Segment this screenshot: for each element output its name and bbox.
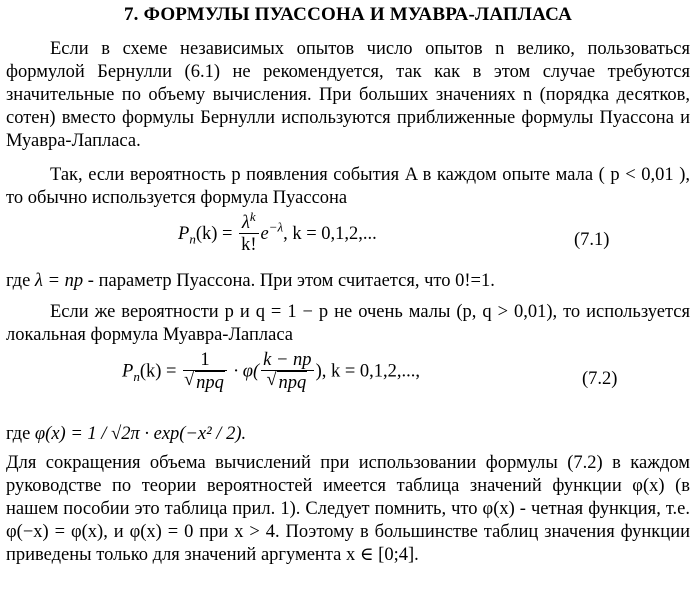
formula-laplace-lhs: P xyxy=(122,361,134,382)
equation-number-7-2: (7.2) xyxy=(582,369,618,389)
paragraph-phi-def xyxy=(6,423,246,446)
formula-laplace-num1: 1 xyxy=(183,350,227,371)
formula-poisson-num: λ xyxy=(241,213,250,233)
formula-poisson-num-sup: k xyxy=(249,208,256,224)
formula-laplace-num2: k − np xyxy=(263,350,312,370)
paragraph-poisson-intro: Так, если вероятность p появления события A в каждом опыте мала ( p < 0,01 ), то обычно используется формула Пуассона xyxy=(6,165,690,208)
formula-poisson-exp-sup: −λ xyxy=(268,219,284,235)
formula-poisson-lhs-arg: (k) = xyxy=(195,223,233,244)
formula-laplace-fraction-2 xyxy=(261,350,313,394)
where-label-2: где xyxy=(6,424,31,444)
poisson-param-text: - параметр Пуассона. При этом считается, что 0!=1. xyxy=(83,271,495,291)
formula-poisson-exp-base: e xyxy=(260,223,269,244)
formula-poisson xyxy=(178,208,377,256)
paragraph-intro: Если в схеме независимых опытов число опытов n велико, пользоваться формулой Бернулли (6.1) не рекомендуется, так как в этом случае требуются значительные по объему вычисления. При больших значениях n (порядка десятков, сотен) вместо формулы Бернулли используются приближенные формулы Пуассона и Муавра-Лапласа. xyxy=(6,39,690,151)
formula-laplace-fraction-1 xyxy=(183,350,227,394)
formula-poisson-fraction xyxy=(239,208,258,256)
where-label: где xyxy=(6,271,31,291)
formula-laplace-den2: √ npq xyxy=(277,371,307,394)
formula-phi: φ(x) = 1 / √2π · exp(−x² / 2). xyxy=(34,424,247,444)
section-title: 7. ФОРМУЛЫ ПУАССОНА И МУАВРА-ЛАПЛАСА xyxy=(123,4,573,25)
formula-laplace xyxy=(122,350,420,394)
formula-poisson-lhs: P xyxy=(178,223,190,244)
formula-laplace-tail: ), k = 0,1,2,..., xyxy=(315,361,421,382)
paragraph-table-note: Для сокращения объема вычислений при использовании формулы (7.2) в каждом руководстве по теории вероятностей имеется таблица значений функции φ(x) (в нашем пособии это таблица прил. 1). Следует помнить, что φ(x) - четная функция, т.е. φ(−x) = φ(x), и φ(x) = 0 при x > 4. Поэтому в большинстве таблиц значения функции приведены только для значений аргумента x ∈ [0;4]. xyxy=(6,453,690,565)
formula-poisson-den: k! xyxy=(241,235,257,255)
paragraph-laplace-intro: Если же вероятности p и q = 1 − p не очень малы (p, q > 0,01), то используется локальная формула Муавра-Лапласа xyxy=(6,302,690,345)
formula-poisson-range: , k = 0,1,2,... xyxy=(283,223,377,244)
formula-laplace-den1: √ npq xyxy=(195,371,225,394)
formula-poisson-lhs-sub: n xyxy=(189,231,196,247)
equation-number-7-1: (7.1) xyxy=(574,230,610,250)
formula-laplace-lhs-sub: n xyxy=(133,368,140,384)
formula-lambda: λ = np xyxy=(34,271,84,291)
formula-laplace-mid: · φ( xyxy=(228,361,260,382)
paragraph-poisson-param xyxy=(6,270,495,293)
formula-laplace-lhs-arg: (k) = xyxy=(139,361,177,382)
